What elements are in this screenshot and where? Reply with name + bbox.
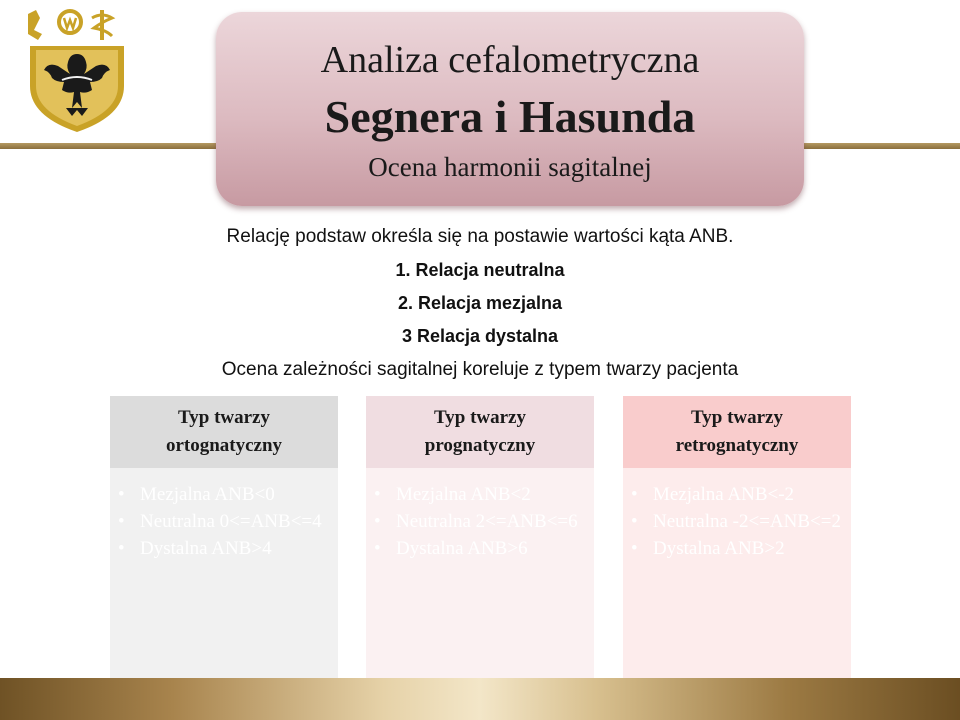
summary-text: Ocena zależności sagitalnej koreluje z typem twarzy pacjenta (221, 359, 739, 380)
list-item-text: Mezjalna ANB<0 (140, 484, 275, 505)
column-header (623, 396, 851, 468)
list-item (140, 509, 330, 534)
relation-item-1: 1. Relacja neutralna (395, 260, 565, 280)
list-item (140, 482, 330, 507)
column-retrognatyczny (623, 396, 851, 700)
footer-gold-bar (0, 678, 960, 720)
column-title-line-2: retrognatyczny (675, 435, 799, 456)
column-header (366, 396, 594, 468)
column-title-line-1: Typ twarzy (178, 407, 270, 428)
column-prognatyczny (366, 396, 594, 700)
relation-item-3: 3 Relacja dystalna (401, 326, 559, 346)
university-crest-eagle-icon (22, 8, 132, 136)
subtitle: Ocena harmonii sagitalnej (368, 152, 652, 182)
list-item-text: Dystalna ANB>2 (653, 538, 785, 559)
list-item-text: Dystalna ANB>6 (396, 538, 528, 559)
list-item (653, 536, 843, 561)
column-title-line-1: Typ twarzy (691, 407, 783, 428)
title-line-1: Analiza cefalometryczna (320, 39, 700, 81)
column-header (110, 396, 338, 468)
list-item (653, 509, 843, 534)
intro-text: Relację podstaw określa się na postawie wartości kąta ANB. (226, 226, 734, 247)
column-ortognatyczny (110, 396, 338, 700)
column-title-line-1: Typ twarzy (433, 407, 526, 428)
list-item-text: Neutralna -2<=ANB<=2 (653, 511, 841, 532)
university-crest-logo (22, 8, 132, 136)
list-item (396, 482, 586, 507)
list-item (140, 536, 330, 561)
column-body (623, 468, 851, 700)
column-body (366, 468, 594, 700)
list-item-text: Mezjalna ANB<2 (396, 484, 531, 505)
list-item-text: Mezjalna ANB<-2 (653, 484, 795, 505)
header-rule-right (800, 143, 960, 149)
title-line-2: Segnera i Hasunda (324, 91, 696, 142)
list-item (653, 482, 843, 507)
title-banner (216, 12, 804, 206)
relation-item-2: 2. Relacja mezjalna (397, 293, 563, 313)
list-item-text: Neutralna 0<=ANB<=4 (140, 511, 322, 532)
list-item-text: Dystalna ANB>4 (140, 538, 272, 559)
list-item (396, 536, 586, 561)
column-body (110, 468, 338, 700)
column-title-line-2: ortognatyczny (165, 435, 283, 456)
list-item (396, 509, 586, 534)
header-rule-left (0, 143, 222, 149)
list-item-text: Neutralna 2<=ANB<=6 (396, 511, 578, 532)
column-title-line-2: prognatyczny (424, 435, 536, 456)
